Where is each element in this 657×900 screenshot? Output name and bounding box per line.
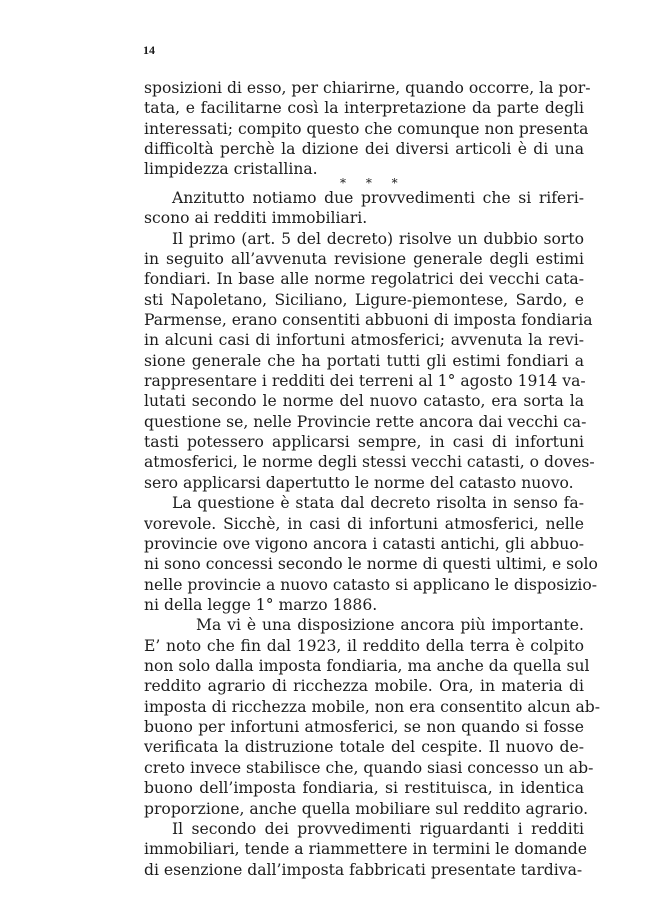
text-line: ni sono concessi secondo le norme di questi ultimi, e solo [144,555,598,574]
text-line: La questione è stata dal decreto risolta in senso fa- [172,494,584,513]
text-line: ni della legge 1° marzo 1886. [144,595,378,614]
text-line: di esenzione dall’imposta fabbricati presentate tardiva- [144,860,583,879]
text-line: vorevole. Sicchè, in casi di infortuni atmosferici, nelle [144,514,584,533]
text-line: buono per infortuni atmosferici, se non quando si fosse [144,718,584,737]
text-line: sero applicarsi dapertutto le norme del catasto nuovo. [144,473,574,492]
text-line: Anzitutto notiamo due provvedimenti che si riferi- [172,188,584,207]
text-line: creto invece stabilisce che, quando siasi concesso un ab- [144,758,594,777]
text-line: sti Napoletano, Siciliano, Ligure-piemontese, Sardo, e [144,290,584,309]
text-line: lutati secondo le norme del nuovo catasto, era sorta la [144,392,584,411]
text-line: nelle provincie a nuovo catasto si applicano le disposizio- [144,575,598,594]
text-line: difficoltà perchè la dizione dei diversi articoli è di una [144,140,584,159]
text-line: tata, e facilitarne così la interpretazione da parte degli [144,99,584,118]
text-line: verificata la distruzione totale del cespite. Il nuovo de- [144,738,584,757]
text-line: in seguito all’avvenuta revisione generale degli estimi [144,249,584,268]
text-line: questione se, nelle Provincie rette ancora dai vecchi ca- [144,412,587,431]
text-line: immobiliari, tende a riammettere in termini le domande [144,840,588,859]
text-line: sione generale che ha portati tutti gli estimi fondiari a [144,351,584,370]
text-line: interessati; compito questo che comunque non presenta [144,119,589,138]
page-number: 14 [143,43,155,57]
text-line: Ma vi è una disposizione ancora più importante. [196,616,584,635]
text-line: fondiari. In base alle norme regolatrici dei vecchi cata- [144,270,584,289]
text-line: rappresentare i redditi dei terreni al 1° agosto 1914 va- [144,372,586,391]
text-line: limpidezza cristallina. [144,160,318,179]
text-line: Parmense, erano consentiti abbuoni di imposta fondiaria [144,310,593,329]
text-line: sposizioni di esso, per chiarirne, quando occorre, la por- [144,79,591,97]
section-separator: * * * [340,175,406,190]
text-line: Il primo (art. 5 del decreto) risolve un dubbio sorto [172,229,584,248]
text-line: tasti potessero applicarsi sempre, in casi di infortuni [144,433,584,452]
text-line: scono ai redditi immobiliari. [144,209,368,228]
text-line: Il secondo dei provvedimenti riguardanti i redditi [172,819,584,838]
text-line: in alcuni casi di infortuni atmosferici; avvenuta la revi- [144,331,584,350]
text-line: non solo dalla imposta fondiaria, ma anche da quella sul [144,657,590,676]
text-line: reddito agrario di ricchezza mobile. Ora, in materia di [144,677,584,696]
text-line: imposta di ricchezza mobile, non era consentito alcun ab- [144,697,601,716]
text-line: E’ noto che fin dal 1923, il reddito della terra è colpito [144,636,584,655]
text-line: provincie ove vigono ancora i catasti antichi, gli abbuo- [144,534,584,553]
text-line: atmosferici, le norme degli stessi vecchi catasti, o doves- [144,453,595,472]
text-line: buono dell’imposta fondiaria, si restituisca, in identica [144,779,584,798]
text-line: proporzione, anche quella mobiliare sul reddito agrario. [144,799,589,818]
